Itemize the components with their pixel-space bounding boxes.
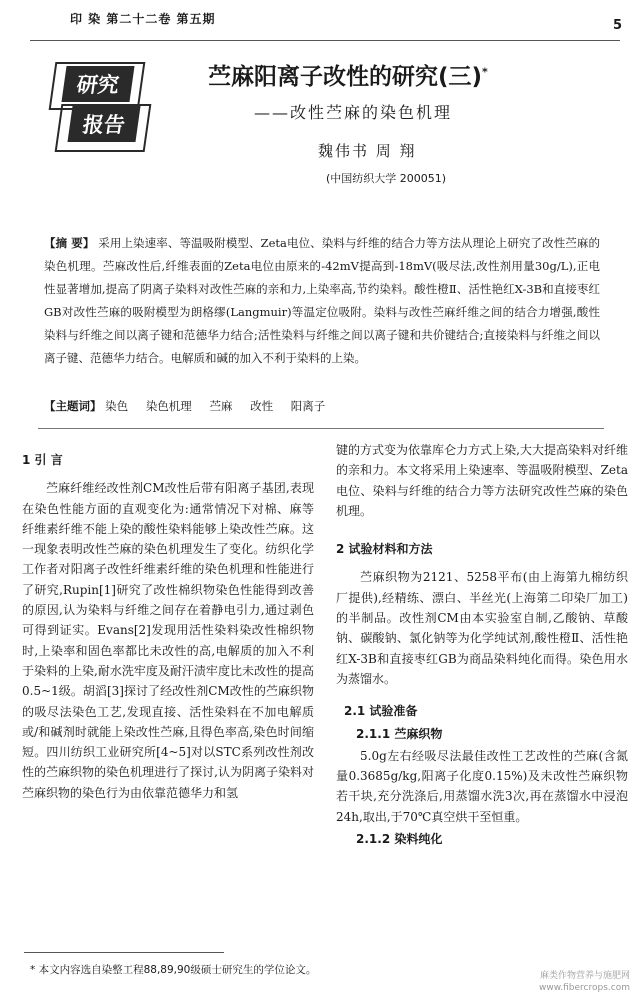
running-head: 印 染 第二十二卷 第五期: [70, 12, 216, 26]
article-title: [208, 58, 488, 91]
body-paragraph: 5.0g左右经吸尽法最佳改性工艺改性的苎麻(含氮量0.3685g/kg,阳离子化度0.15%)及未改性苎麻织物若干块,充分洗涤后,用蒸馏水洗3次,再在蒸馏水中浸泡24h,取出,于70℃真空烘干至恒重。: [336, 748, 628, 824]
keyword: 改性: [250, 399, 274, 413]
authors: 魏伟书 周 翔: [318, 142, 417, 160]
subsubsection-heading: 2.1.2 染料纯化: [356, 832, 443, 847]
body-paragraph: 苎麻织物为2121、5258平布(由上海第九棉纺织厂提供),经精练、漂白、半丝光(上海第二印染厂加工)的半制品。改性剂CM由本实验室自制,乙酸钠、草酸钠、碳酸钠、氯化钠等为化学纯试剂,酸性橙Ⅱ、活性艳红X-3B和直接枣红GB为商品染料纯化而得。染色用水为蒸馏水。: [336, 570, 628, 686]
left-column: [22, 440, 314, 803]
keyword: 苎麻: [209, 399, 233, 413]
affiliation: (中国纺织大学 200051): [326, 172, 447, 185]
research-report-badge: [42, 62, 154, 154]
title-text: 苎麻阳离子改性的研究(三): [208, 64, 483, 90]
abstract: [44, 232, 600, 370]
keywords-divider: [38, 428, 604, 429]
keywords: [44, 398, 600, 414]
badge-line1: 研究: [61, 66, 134, 102]
watermark-line1: 麻类作物营养与施肥网: [539, 971, 630, 981]
right-column: [336, 440, 628, 851]
section-heading-materials-methods: 2 试验材料和方法: [336, 542, 433, 557]
watermark-line2: www.fibercrops.com: [539, 983, 630, 993]
subsubsection-heading: 2.1.1 苎麻织物: [356, 726, 443, 741]
keyword: 染色: [105, 399, 129, 413]
badge-line2: 报告: [67, 106, 140, 142]
footnote-divider: [24, 952, 224, 953]
subsection-heading: 2.1 试验准备: [344, 704, 418, 719]
keyword: 染色机理: [145, 399, 192, 413]
footnote: * 本文内容选自染整工程88,89,90级硕士研究生的学位论文。: [30, 964, 317, 976]
watermark: [539, 970, 630, 994]
article-subtitle: ——改性苎麻的染色机理: [254, 103, 453, 122]
header-divider: [30, 40, 620, 41]
abstract-label: 【摘 要】: [44, 236, 95, 250]
section-heading-introduction: 1 引 言: [22, 453, 63, 467]
page-number: 5: [612, 18, 622, 33]
body-paragraph-continued: 键的方式变为依靠库仑力方式上染,大大提高染料对纤维的亲和力。本文将采用上染速率、等温吸附模型、Zeta电位、染料与纤维的结合力等方法研究改性苎麻的染色机理。: [336, 443, 628, 518]
body-paragraph: 苎麻纤维经改性剂CM改性后带有阳离子基团,表现在染色性能方面的直观变化为:通常情况下对棉、麻等纤维素纤维不能上染的酸性染料能够上染改性苎麻。这一现象表明改性苎麻的染色机理发生了变化。纺织化学工作者对阳离子改性纤维素纤维的染色机理和性能进行了研究,Rupin[1]研究了改性棉织物染色性能得到改善的原因,认为染料与纤维之间存在着静电引力,通过剥色可得到证实。Evans[2]发现用活性染料染改性棉织物时,上染率和固色率都比未改性的高,电解质的加入不利于染料的上染,耐水洗牢度及耐汗渍牢度比未改性的提高0.5~1级。胡滔[3]探讨了经改性剂CM改性的苎麻织物的吸尽法染色工艺,发现直接、活性染料在不加电解质或/和碱剂时就能上染改性苎麻,且得色率高,染色时间缩短。四川纺织工业研究所[4~5]对以STC系列改性剂改性的苎麻织物的染色机理进行了探讨,认为阴离子染料对苎麻织物的染色行为由依靠范德华力和氢: [22, 481, 314, 800]
keywords-label: 【主题词】: [44, 399, 102, 413]
title-footnote-mark: *: [482, 65, 488, 79]
keyword: 阳离子: [290, 399, 326, 413]
abstract-text: 采用上染速率、等温吸附模型、Zeta电位、染料与纤维的结合力等方法从理论上研究了改性苎麻的染色机理。苎麻改性后,纤维表面的Zeta电位由原来的-42mV提高到-18mV(吸尽法,改性剂用量30g/L),正电性显著增加,提高了阴离子染料对改性苎麻的亲和力,上染率高,节约染料。酸性橙Ⅱ、活性艳红X-3B和直接枣红GB对改性苎麻的吸附模型为朗格缪(Langmuir)等温定位吸附。染料与改性苎麻纤维之间的结合力增强,酸性染料与纤维之间以离子键和范德华力结合;活性染料与纤维之间以离子键和共价键结合;直接染料与纤维之间以离子键、范德华力结合。电解质和碱的加入不利于染料的上染。: [44, 236, 601, 365]
